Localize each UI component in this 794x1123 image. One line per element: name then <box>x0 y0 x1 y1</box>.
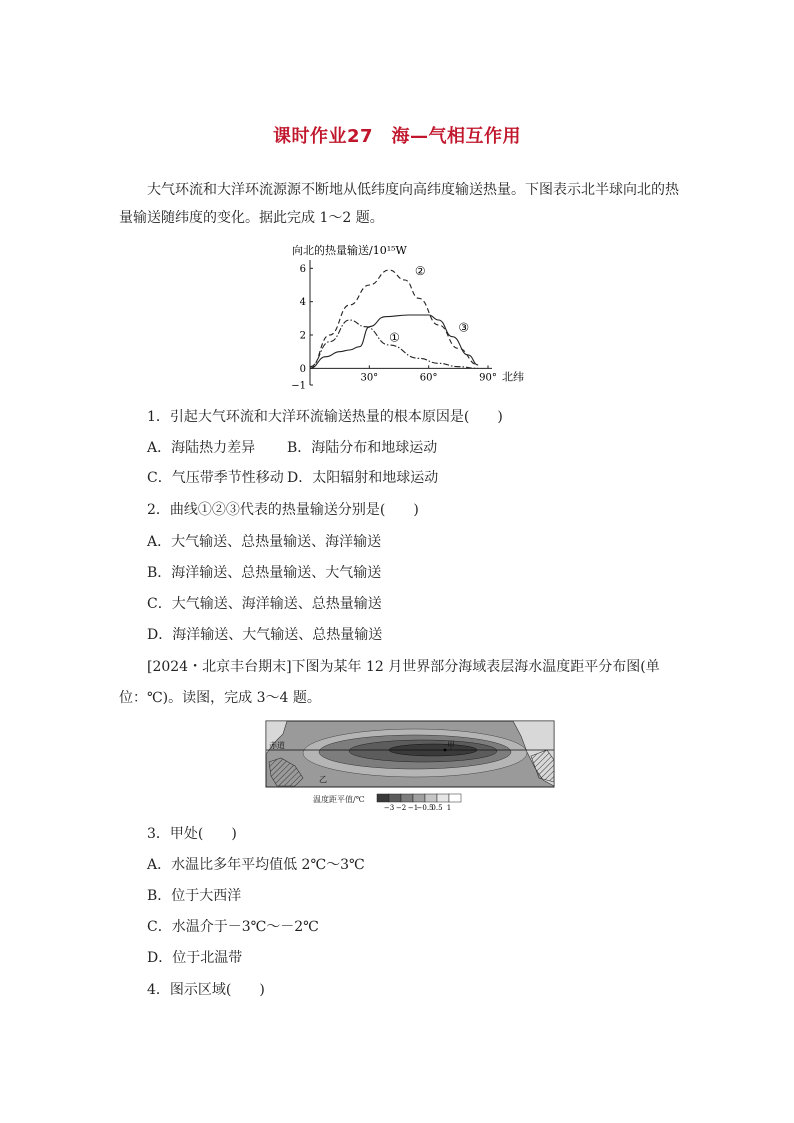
legend-swatch <box>389 794 401 802</box>
series-line-2 <box>310 270 478 368</box>
point-jia-marker <box>444 749 447 752</box>
page-title: 课时作业27 海—气相互作用 <box>272 126 522 147</box>
legend-value: −1 <box>407 804 419 812</box>
x-tick-label: 30° <box>360 372 379 384</box>
legend-swatch <box>425 794 437 802</box>
q2-option-c[interactable]: C．大气输送、海洋输送、总热量输送 <box>147 596 382 612</box>
q1-option-b[interactable]: B．海陆分布和地球运动 <box>287 440 438 456</box>
q2-option-a[interactable]: A．大气输送、总热量输送、海洋输送 <box>147 534 382 550</box>
chart-ylabel: 向北的热量输送/10¹⁵W <box>292 244 407 257</box>
legend-swatch <box>449 794 461 802</box>
x-tick-label: 60° <box>419 372 438 384</box>
q2-option-d[interactable]: D．海洋输送、大气输送、总热量输送 <box>147 627 383 643</box>
series-label-2: ② <box>414 264 426 278</box>
legend-swatch <box>413 794 425 802</box>
y-tick-label: 6 <box>299 263 306 275</box>
y-tick-label: 4 <box>299 297 306 309</box>
heat-transport-chart <box>290 240 530 390</box>
y-tick-label: −1 <box>291 380 306 390</box>
legend-value: −3 <box>383 804 395 812</box>
map-legend <box>377 794 461 812</box>
legend-swatch <box>401 794 413 802</box>
intro-line-2: 量输送随纬度的变化。据此完成 1～2 题。 <box>119 210 384 226</box>
q3-option-c[interactable]: C．水温介于－3℃～－2℃ <box>147 919 319 935</box>
point-jia-label: 甲 <box>447 741 455 750</box>
q1-option-c[interactable]: C．气压带季节性移动 <box>147 470 284 486</box>
q2-stem: 2．曲线①②③代表的热量输送分别是( ) <box>147 502 419 518</box>
x-tick-label: 90° <box>479 372 497 384</box>
q1-stem: 1．引起大气环流和大洋环流输送热量的根本原因是( ) <box>147 409 503 425</box>
legend-value: −2 <box>395 804 407 812</box>
q1-option-d[interactable]: D．太阳辐射和地球运动 <box>287 470 439 486</box>
point-yi-label: 乙 <box>319 775 327 784</box>
series-label-3: ③ <box>458 320 470 335</box>
intro2-line-1: [2024・北京丰台期末]下图为某年 12 月世界部分海域表层海水温度距平分布图(单 <box>147 659 660 675</box>
legend-swatch <box>377 794 389 802</box>
q4-stem: 4．图示区域( ) <box>147 982 265 998</box>
legend-value: −0.5 <box>416 804 434 812</box>
intro2-line-2: 位：℃)。读图，完成 3～4 题。 <box>119 690 321 706</box>
legend-value: 0.5 <box>431 804 443 812</box>
chart-xlabel: 北纬 <box>502 370 524 384</box>
y-tick-label: 0 <box>299 363 306 375</box>
series-label-1: ① <box>389 330 400 345</box>
legend-swatch <box>437 794 449 802</box>
equator-label: 赤道 <box>269 741 285 750</box>
q1-option-a[interactable]: A．海陆热力差异 <box>147 440 256 456</box>
y-tick-label: 2 <box>299 330 306 342</box>
intro-line-1: 大气环流和大洋环流源源不断地从低纬度向高纬度输送热量。下图表示北半球向北的热 <box>147 182 679 198</box>
q2-option-b[interactable]: B．海洋输送、总热量输送、大气输送 <box>147 565 382 581</box>
legend-title: 温度距平值/℃ <box>313 795 365 804</box>
sst-anomaly-map <box>265 720 555 812</box>
q3-option-a[interactable]: A．水温比多年平均值低 2℃～3℃ <box>147 857 365 873</box>
q3-stem: 3．甲处( ) <box>147 826 237 842</box>
q3-option-d[interactable]: D．位于北温带 <box>147 950 243 966</box>
legend-value: 1 <box>446 804 452 812</box>
q3-option-b[interactable]: B．位于大西洋 <box>147 888 242 904</box>
